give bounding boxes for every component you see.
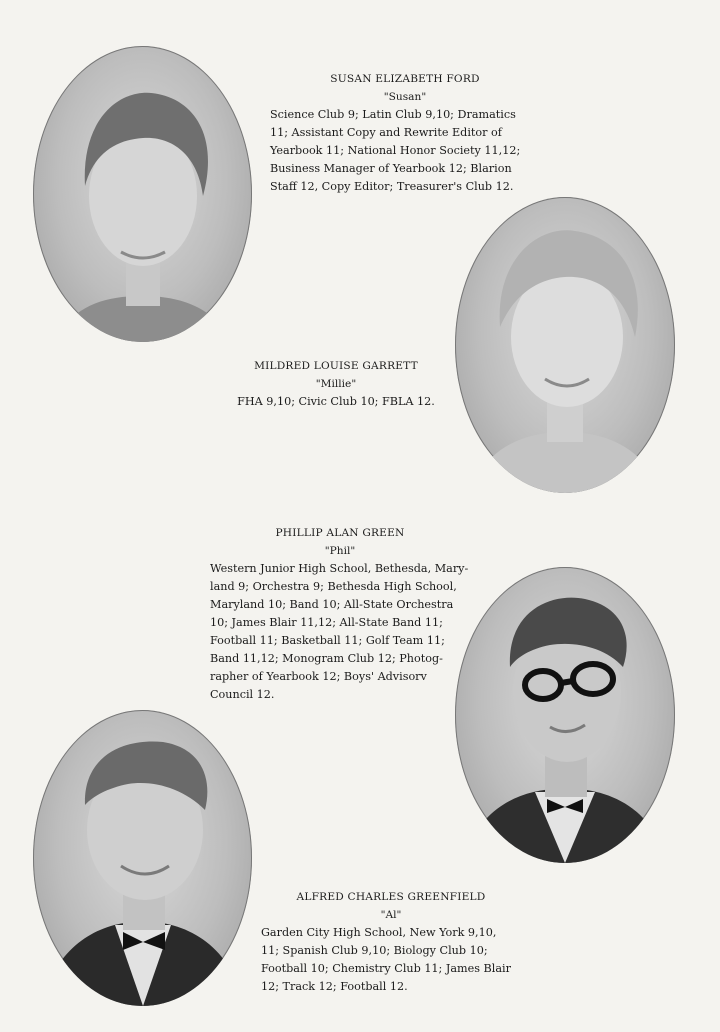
activity-line: rapher of Yearbook 12; Boys' Advisorv: [210, 670, 427, 683]
entry-alfred-greenfield: [261, 888, 521, 996]
activity-line: Football 11; Basketball 11; Golf Team 11;: [210, 634, 445, 647]
activity-line: Football 10; Chemistry Club 11; James Blair: [261, 962, 511, 975]
portrait-photo: [455, 567, 675, 863]
activity-line: Council 12.: [210, 688, 275, 701]
portrait-photo: [33, 46, 252, 342]
activity-line: Western Junior High School, Bethesda, Mary-: [210, 562, 469, 575]
entry-phillip-green: [210, 524, 470, 704]
activity-line: 12; Track 12; Football 12.: [261, 980, 408, 993]
activity-line: Yearbook 11; National Honor Society 11,12;: [270, 144, 521, 157]
student-nickname: "Al": [380, 909, 402, 921]
portrait-photo: [33, 710, 252, 1006]
activity-line: land 9; Orchestra 9; Bethesda High School,: [210, 580, 457, 593]
student-name: MILDRED LOUISE GARRETT: [254, 360, 418, 372]
activity-line: Science Club 9; Latin Club 9,10; Dramatics: [270, 108, 516, 121]
portrait-photo: [455, 197, 675, 493]
portrait-mildred-garrett: [455, 197, 675, 493]
activity-line: 10; James Blair 11,12; All-State Band 11;: [210, 616, 443, 629]
portrait-phillip-green: [455, 567, 675, 863]
activity-line: 11; Spanish Club 9,10; Biology Club 10;: [261, 944, 488, 957]
activity-line: Band 11,12; Monogram Club 12; Photog-: [210, 652, 443, 665]
activity-line: 11; Assistant Copy and Rewrite Editor of: [270, 126, 502, 139]
student-nickname: "Phil": [324, 545, 356, 557]
student-nickname: "Millie": [315, 378, 357, 390]
portrait-susan-ford: [33, 46, 252, 342]
activity-line: FHA 9,10; Civic Club 10; FBLA 12.: [237, 395, 435, 408]
activity-line: Garden City High School, New York 9,10,: [261, 926, 497, 939]
student-nickname: "Susan": [383, 91, 427, 103]
student-name: ALFRED CHARLES GREENFIELD: [296, 891, 486, 903]
student-name: PHILLIP ALAN GREEN: [275, 527, 405, 539]
activity-line: Maryland 10; Band 10; All-State Orchestra: [210, 598, 454, 611]
activity-line: Staff 12, Copy Editor; Treasurer's Club 12.: [270, 180, 514, 193]
student-name: SUSAN ELIZABETH FORD: [330, 73, 480, 85]
entry-mildred-garrett: [226, 357, 446, 411]
portrait-alfred-greenfield: [33, 710, 252, 1006]
activity-line: Business Manager of Yearbook 12; Blarion: [270, 162, 512, 175]
entry-susan-ford: [270, 70, 540, 196]
